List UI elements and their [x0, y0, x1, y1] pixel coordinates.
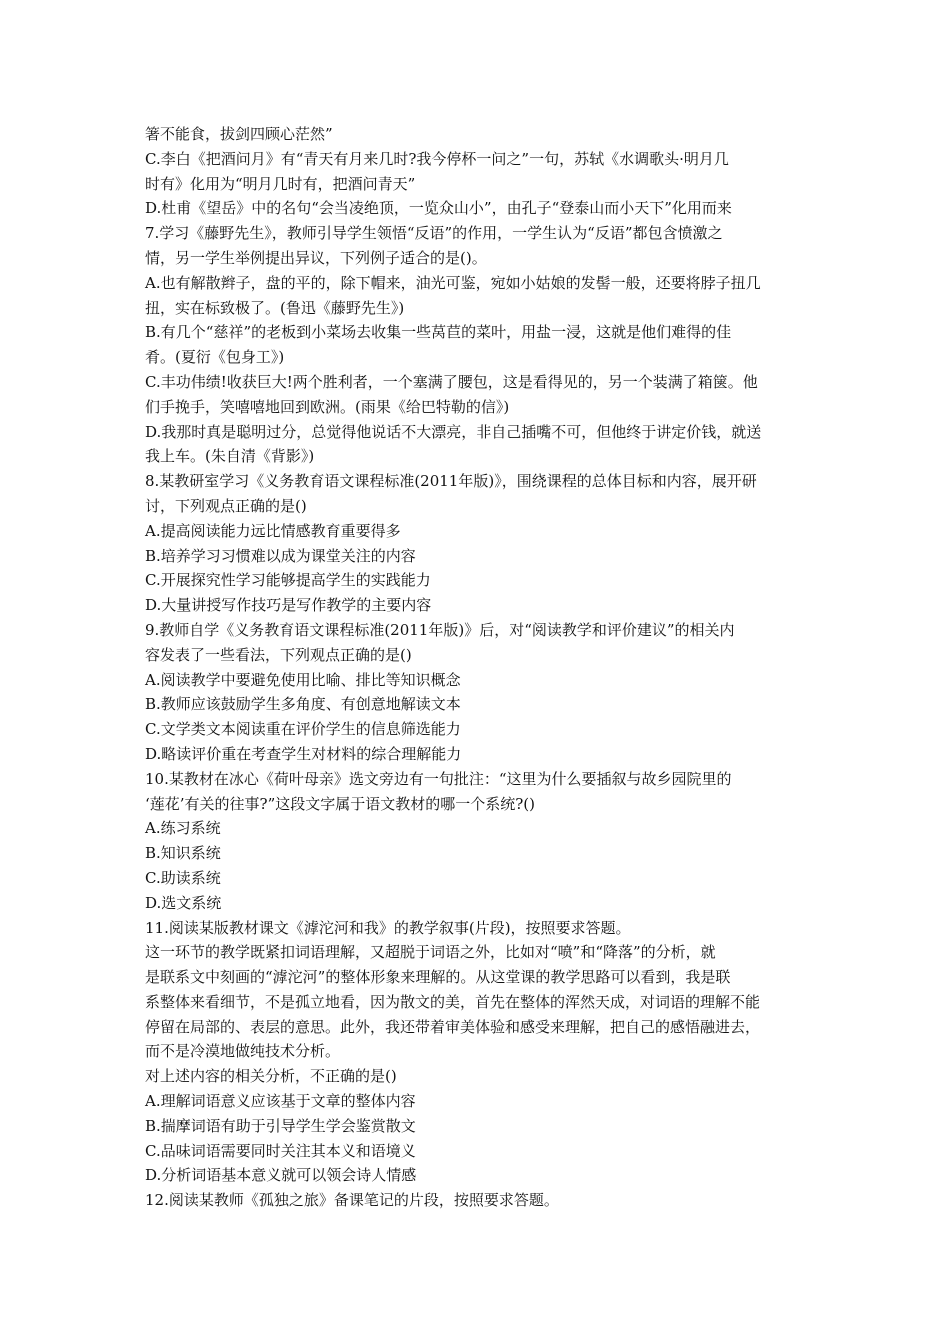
- option-c-line: C.品味词语需要同时关注其本义和语境义: [145, 1141, 416, 1160]
- text-line: 扭，实在标致极了。(鲁迅《藤野先生》): [145, 298, 405, 317]
- option-d-line: D.杜甫《望岳》中的名句“会当凌绝顶，一览众山小”，由孔子“登泰山而小天下”化用而来: [145, 199, 732, 218]
- option-b-line: B.教师应该鼓励学生多角度、有创意地解读文本: [145, 695, 461, 714]
- question-9: 9.教师自学《义务教育语文课程标准(2011年版)》后，对“阅读教学和评价建议”的相关内: [145, 620, 735, 639]
- passage-line: 而不是冷漠地做纯技术分析。: [145, 1042, 341, 1061]
- option-b-line: B.培养学习习惯难以成为课堂关注的内容: [145, 546, 416, 565]
- question-8: 8.某教研室学习《义务教育语文课程标准(2011年版)》，围绕课程的总体目标和内容，展开研: [145, 472, 757, 491]
- passage-line: 停留在局部的、表层的意思。此外，我还带着审美体验和感受来理解，把自己的感悟融进去，: [145, 1017, 761, 1036]
- option-d-line: D.选文系统: [145, 893, 222, 912]
- question-prompt: 对上述内容的相关分析，不正确的是(): [145, 1067, 397, 1086]
- text-line: 肴。(夏衍《包身工》): [145, 348, 285, 367]
- option-a-line: A.阅读教学中要避免使用比喻、排比等知识概念: [145, 670, 461, 689]
- option-a-line: A.理解词语意义应该基于文章的整体内容: [145, 1092, 416, 1111]
- option-a-line: A.提高阅读能力远比情感教育重要得多: [145, 521, 401, 540]
- text-line: ‘莲花’有关的往事?”这段文字属于语文教材的哪一个系统?(): [145, 794, 535, 813]
- passage-line: 系整体来看细节，不是孤立地看，因为散文的美，首先在整体的浑然天成，对词语的理解不能: [145, 992, 761, 1011]
- passage-line: 是联系文中刻画的“滹沱河”的整体形象来理解的。从这堂课的教学思路可以看到，我是联: [145, 968, 731, 987]
- text-line: 时有》化用为“明月几时有，把酒问青天”: [145, 174, 416, 193]
- option-a-line: A.也有解散辫子，盘的平的，除下帽来，油光可鉴，宛如小姑娘的发髻一般，还要将脖子扭几: [145, 273, 761, 292]
- option-c-line: C.开展探究性学习能够提高学生的实践能力: [145, 571, 431, 590]
- option-b-line: B.知识系统: [145, 844, 221, 863]
- option-d-line: D.我那时真是聪明过分，总觉得他说话不大漂亮，非自己插嘴不可，但他终于讲定价钱，就送: [145, 422, 762, 441]
- question-11: 11.阅读某版教材课文《滹沱河和我》的教学叙事(片段)，按照要求答题。: [145, 918, 631, 937]
- option-c-line: C.李白《把酒问月》有“青天有月来几时?我今停杯一问之”一句，苏轼《水调歌头·明月几: [145, 149, 729, 168]
- passage-line: 这一环节的教学既紧扣词语理解，又超脱于词语之外，比如对“喷”和“降落”的分析，就: [145, 943, 716, 962]
- document-page: [145, 122, 810, 1213]
- option-d-line: D.略读评价重在考查学生对材料的综合理解能力: [145, 744, 462, 763]
- text-line: 箸不能食，拔剑四顾心茫然”: [145, 125, 333, 143]
- option-c-line: C.助读系统: [145, 868, 221, 887]
- option-d-line: D.分析词语基本意义就可以领会诗人情感: [145, 1166, 417, 1185]
- text-line: 情，另一学生举例提出异议，下列例子适合的是()。: [145, 248, 487, 267]
- question-10: 10.某教材在冰心《荷叶母亲》选文旁边有一句批注：“这里为什么要插叙与故乡园院里的: [145, 769, 732, 788]
- question-7: 7.学习《藤野先生》，教师引导学生领悟“反语”的作用，一学生认为“反语”都包含愤激之: [145, 224, 723, 243]
- question-12: 12.阅读某教师《孤独之旅》备课笔记的片段，按照要求答题。: [145, 1191, 559, 1210]
- text-line: 们手挽手，笑嘻嘻地回到欧洲。(雨果《给巴特勒的信》): [145, 397, 510, 416]
- option-b-line: B.有几个“慈祥”的老板到小菜场去收集一些莴苣的菜叶，用盐一浸，这就是他们难得的佳: [145, 323, 732, 342]
- text-line: 讨，下列观点正确的是(): [145, 496, 307, 515]
- option-c-line: C.丰功伟绩!收获巨大!两个胜利者，一个塞满了腰包，这是看得见的，另一个装满了箱箧。他: [145, 372, 758, 391]
- text-line: 容发表了一些看法，下列观点正确的是(): [145, 645, 412, 664]
- option-c-line: C.文学类文本阅读重在评价学生的信息筛选能力: [145, 720, 461, 739]
- option-d-line: D.大量讲授写作技巧是写作教学的主要内容: [145, 596, 432, 615]
- option-a-line: A.练习系统: [145, 819, 221, 838]
- text-line: 我上车。(朱自清《背影》): [145, 447, 315, 466]
- option-b-line: B.揣摩词语有助于引导学生学会鉴赏散文: [145, 1116, 416, 1135]
